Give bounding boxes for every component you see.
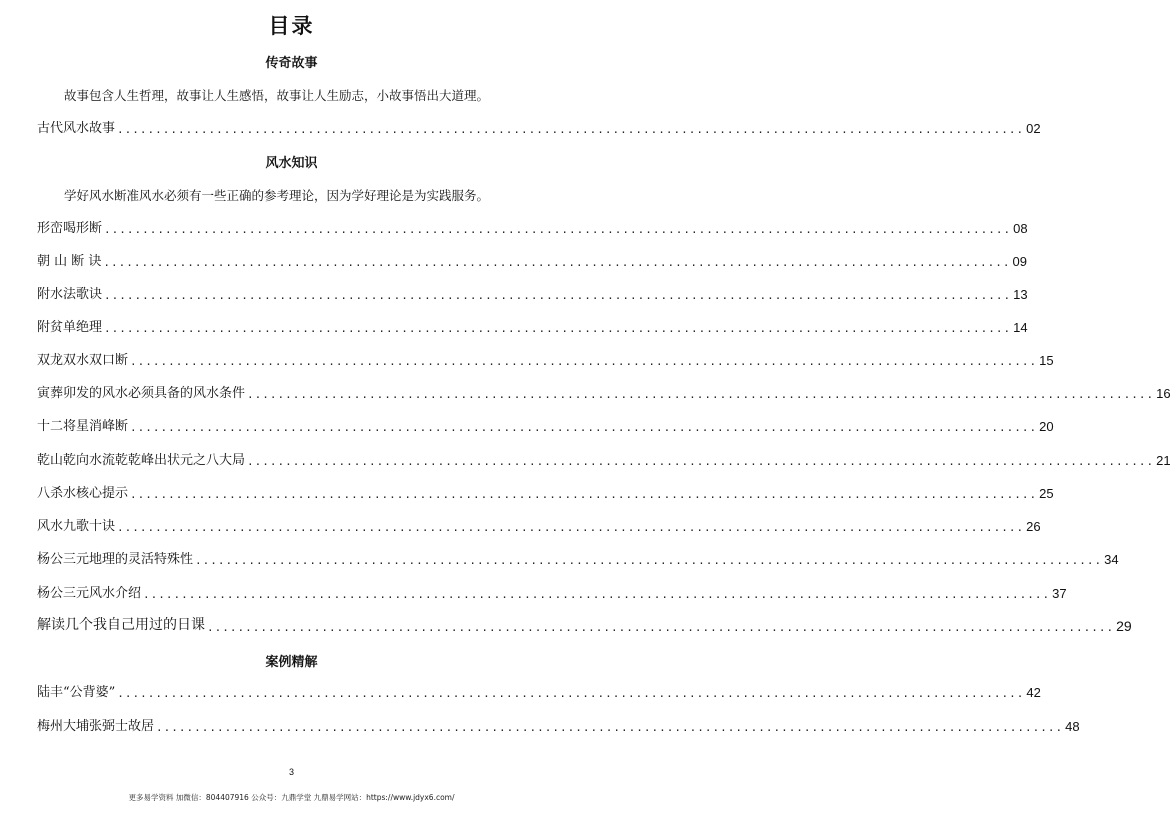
toc-entry[interactable] <box>37 284 1028 302</box>
toc-entry-page: 09 <box>1012 254 1027 269</box>
toc-entry-label: 双龙双水双口断 <box>37 353 129 368</box>
dot-leader: ....................................................................................................................... <box>117 521 1025 534</box>
dot-leader: ....................................................................................................................... <box>117 123 1025 136</box>
dot-leader: ....................................................................................................................... <box>195 554 1103 567</box>
toc-entry[interactable] <box>37 251 1027 269</box>
dot-leader: ....................................................................................................................... <box>156 721 1064 734</box>
toc-entry-page: 16 <box>1156 386 1171 401</box>
section-intro-legends: 故事包含人生哲理，故事让人生感悟，故事让人生励志，小故事悟出大道理。 <box>64 88 490 103</box>
toc-entry[interactable] <box>37 483 1054 501</box>
toc-entry-page: 21 <box>1156 453 1171 468</box>
toc-entry-label: 古代风水故事 <box>37 121 116 136</box>
dot-leader: ....................................................................................................................... <box>130 421 1038 434</box>
toc-entry[interactable] <box>37 716 1080 734</box>
toc-entry-page: 29 <box>1116 618 1132 634</box>
toc-entry[interactable] <box>37 350 1054 368</box>
dot-leader: ....................................................................................................................... <box>143 588 1051 601</box>
toc-entry[interactable] <box>37 616 1132 634</box>
toc-entry-page: 08 <box>1013 221 1028 236</box>
toc-entry-page: 25 <box>1039 486 1054 501</box>
toc-entry-label: 附贫单绝理 <box>37 320 103 335</box>
toc-entry[interactable] <box>37 218 1028 236</box>
toc-entry-page: 14 <box>1013 320 1028 335</box>
toc-entry-page: 34 <box>1104 552 1119 567</box>
toc-entry-label: 风水九歌十诀 <box>37 519 116 534</box>
toc-entry-label: 杨公三元风水介绍 <box>37 586 142 601</box>
toc-entry-page: 15 <box>1039 353 1054 368</box>
toc-entry[interactable] <box>37 549 1119 567</box>
toc-entry[interactable] <box>37 383 1171 401</box>
section-heading-legends: 传奇故事 <box>265 56 318 71</box>
toc-entry-page: 26 <box>1026 519 1041 534</box>
dot-leader: ....................................................................................................................... <box>130 355 1038 368</box>
section-intro-fengshui-knowledge: 学好风水断准风水必须有一些正确的参考理论，因为学好理论是为实践服务。 <box>64 188 490 203</box>
toc-entry[interactable] <box>37 118 1041 136</box>
section-heading-case-studies: 案例精解 <box>265 655 318 670</box>
toc-entry-label: 梅州大埔张弼士故居 <box>37 719 155 734</box>
toc-entry-label: 朝 山 断 诀 <box>37 254 102 269</box>
toc-entry-page: 20 <box>1039 419 1054 434</box>
dot-leader: ....................................................................................................................... <box>207 621 1115 634</box>
dot-leader: ....................................................................................................................... <box>104 223 1012 236</box>
page-number: 3 <box>288 767 294 777</box>
toc-entry-label: 陆丰“公背婆” <box>37 685 116 700</box>
toc-entry-label: 形峦喝形断 <box>37 221 103 236</box>
toc-entry-page: 37 <box>1052 586 1067 601</box>
toc-entry-page: 13 <box>1013 287 1028 302</box>
section-heading-fengshui-knowledge: 风水知识 <box>265 156 318 171</box>
dot-leader: ....................................................................................................................... <box>104 322 1012 335</box>
toc-entry-label: 十二将星消峰断 <box>37 419 129 434</box>
dot-leader: ....................................................................................................................... <box>247 388 1155 401</box>
toc-entry[interactable] <box>37 416 1054 434</box>
dot-leader: ....................................................................................................................... <box>104 289 1012 302</box>
toc-entry[interactable] <box>37 682 1041 700</box>
page-title: 目录 <box>268 13 315 38</box>
toc-entry-label: 八杀水核心提示 <box>37 486 129 501</box>
toc-entry-page: 42 <box>1026 685 1041 700</box>
toc-entry[interactable] <box>37 583 1067 601</box>
toc-entry[interactable] <box>37 450 1171 468</box>
footer-text: 更多易学资料 加微信：804407916 公众号：九鼎学堂 九鼎易学网站：https://www.jdyx6.com/ <box>128 793 455 802</box>
toc-entry[interactable] <box>37 516 1041 534</box>
toc-entry-label: 杨公三元地理的灵活特殊性 <box>37 552 194 567</box>
toc-entry-label: 解读几个我自己用过的日课 <box>37 617 205 633</box>
toc-entry-page: 02 <box>1026 121 1041 136</box>
dot-leader: ....................................................................................................................... <box>103 256 1011 269</box>
dot-leader: ....................................................................................................................... <box>117 687 1025 700</box>
toc-entry[interactable] <box>37 317 1028 335</box>
toc-entry-label: 附水法歌诀 <box>37 287 103 302</box>
toc-entry-label: 乾山乾向水流乾乾峰出状元之八大局 <box>37 453 246 468</box>
toc-entry-label: 寅葬卯发的风水必须具备的风水条件 <box>37 386 246 401</box>
dot-leader: ....................................................................................................................... <box>247 455 1155 468</box>
toc-entry-page: 48 <box>1065 719 1080 734</box>
dot-leader: ....................................................................................................................... <box>130 488 1038 501</box>
